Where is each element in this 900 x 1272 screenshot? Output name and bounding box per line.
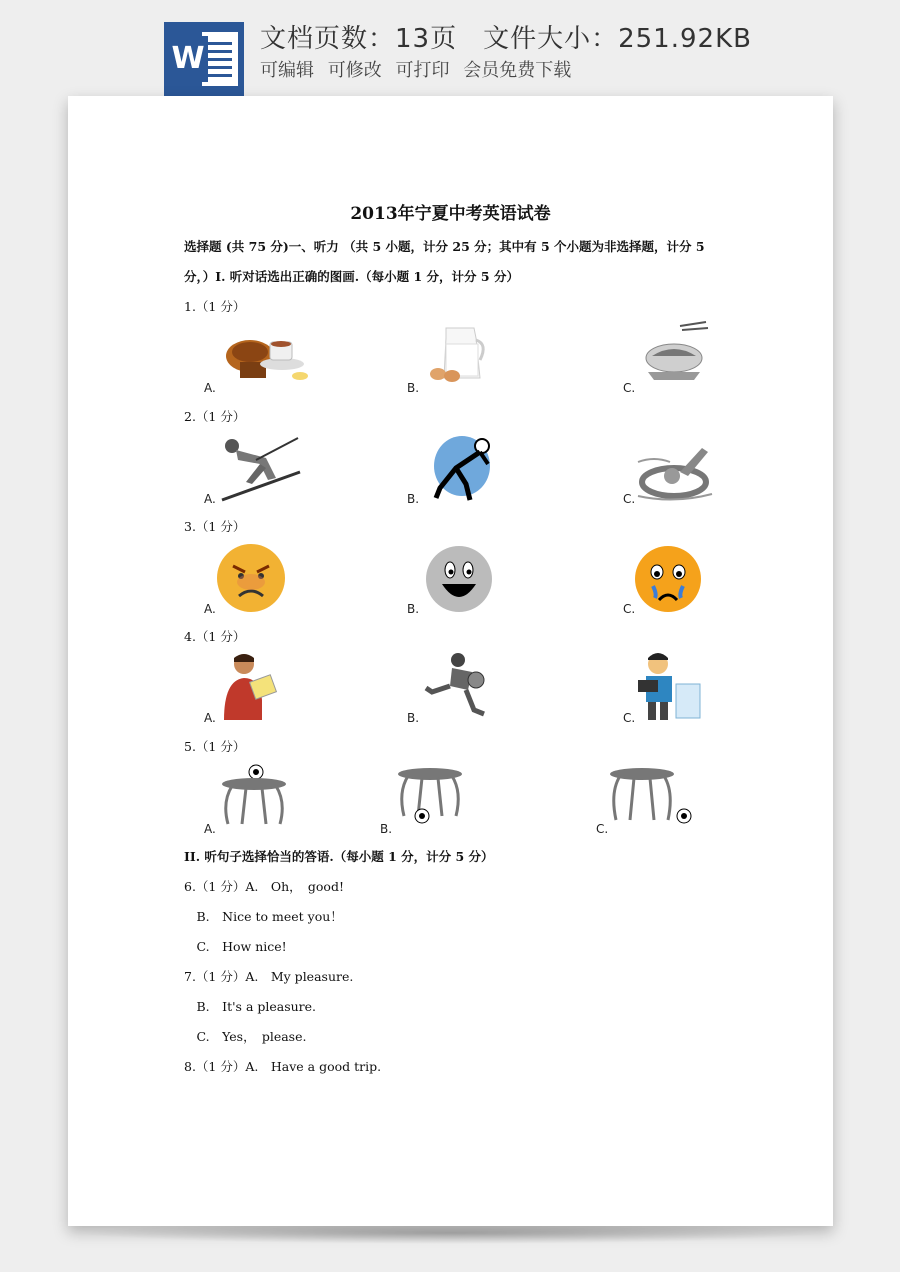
question-4-label: 4.（1 分） bbox=[184, 629, 246, 644]
happy-face-icon bbox=[424, 544, 494, 614]
question-7-option-a: 7.（1 分）A. My pleasure. bbox=[184, 969, 354, 984]
milk-eggs-icon bbox=[428, 324, 492, 384]
intro-line-1: 选择题 (共 75 分)一、听力 （共 5 小题，计分 25 分；其中有 5 个小题为非选择题，计分 5 bbox=[184, 239, 705, 254]
q2-option-b-label: B. bbox=[407, 492, 420, 506]
q4-option-b-label: B. bbox=[407, 711, 420, 725]
ball-under-table-icon bbox=[392, 762, 468, 830]
q4-option-c-label: C. bbox=[623, 711, 636, 725]
page-count: 文档页数：13页 bbox=[260, 24, 458, 54]
page-header bbox=[0, 0, 900, 100]
reading-icon bbox=[218, 650, 280, 722]
q3-option-a-label: A. bbox=[204, 602, 216, 616]
feature-member-download: 会员免费下载 bbox=[463, 60, 572, 81]
skating-icon bbox=[426, 432, 498, 504]
document-title: 2013年宁夏中考英语试卷 bbox=[350, 204, 551, 224]
q1-option-b-label: B. bbox=[407, 381, 420, 395]
q5-option-a-label: A. bbox=[204, 822, 216, 836]
question-7-option-b: B. It's a pleasure. bbox=[184, 999, 317, 1014]
question-1-label: 1.（1 分） bbox=[184, 299, 246, 314]
q4-option-a-label: A. bbox=[204, 711, 216, 725]
ball-on-table-icon bbox=[218, 762, 294, 830]
angry-face-icon bbox=[215, 542, 287, 614]
question-2-label: 2.（1 分） bbox=[184, 409, 246, 424]
q3-option-b-label: B. bbox=[407, 602, 420, 616]
noodles-icon bbox=[640, 320, 712, 384]
q1-option-a-label: A. bbox=[204, 381, 216, 395]
feature-editable: 可编辑 bbox=[260, 60, 314, 81]
ball-beside-table-icon bbox=[608, 762, 696, 830]
question-5-label: 5.（1 分） bbox=[184, 739, 246, 754]
feature-modifiable: 可修改 bbox=[327, 60, 382, 81]
q2-option-c-label: C. bbox=[623, 492, 636, 506]
swimming-icon bbox=[634, 432, 716, 504]
word-letter: W bbox=[168, 36, 208, 82]
question-3-label: 3.（1 分） bbox=[184, 519, 246, 534]
skiing-icon bbox=[216, 432, 306, 504]
q3-option-c-label: C. bbox=[623, 602, 636, 616]
word-icon bbox=[164, 22, 244, 96]
question-6-option-b: B. Nice to meet you！ bbox=[184, 909, 343, 924]
intro-line-2: 分，）I. 听对话选出正确的图画.（每小题 1 分，计分 5 分） bbox=[184, 269, 519, 284]
q5-option-c-label: C. bbox=[596, 822, 609, 836]
camera-man-icon bbox=[636, 650, 704, 722]
question-6-option-c: C. How nice! bbox=[184, 939, 287, 954]
feature-list bbox=[260, 56, 579, 82]
file-size: 文件大小：251.92KB bbox=[483, 24, 752, 54]
feature-printable: 可打印 bbox=[395, 60, 450, 81]
section-2-heading: II. 听句子选择恰当的答语.（每小题 1 分，计分 5 分） bbox=[184, 849, 494, 864]
question-8-option-a: 8.（1 分）A. Have a good trip. bbox=[184, 1059, 382, 1074]
question-6-option-a: 6.（1 分）A. Oh， good! bbox=[184, 879, 344, 894]
question-7-option-c: C. Yes， please. bbox=[184, 1029, 307, 1044]
q1-option-c-label: C. bbox=[623, 381, 636, 395]
q2-option-a-label: A. bbox=[204, 492, 216, 506]
crying-face-icon bbox=[633, 544, 703, 614]
q5-option-b-label: B. bbox=[380, 822, 393, 836]
file-info bbox=[260, 18, 778, 55]
breakfast-icon bbox=[220, 324, 310, 386]
basketball-icon bbox=[422, 650, 492, 722]
document-page bbox=[68, 96, 833, 1226]
